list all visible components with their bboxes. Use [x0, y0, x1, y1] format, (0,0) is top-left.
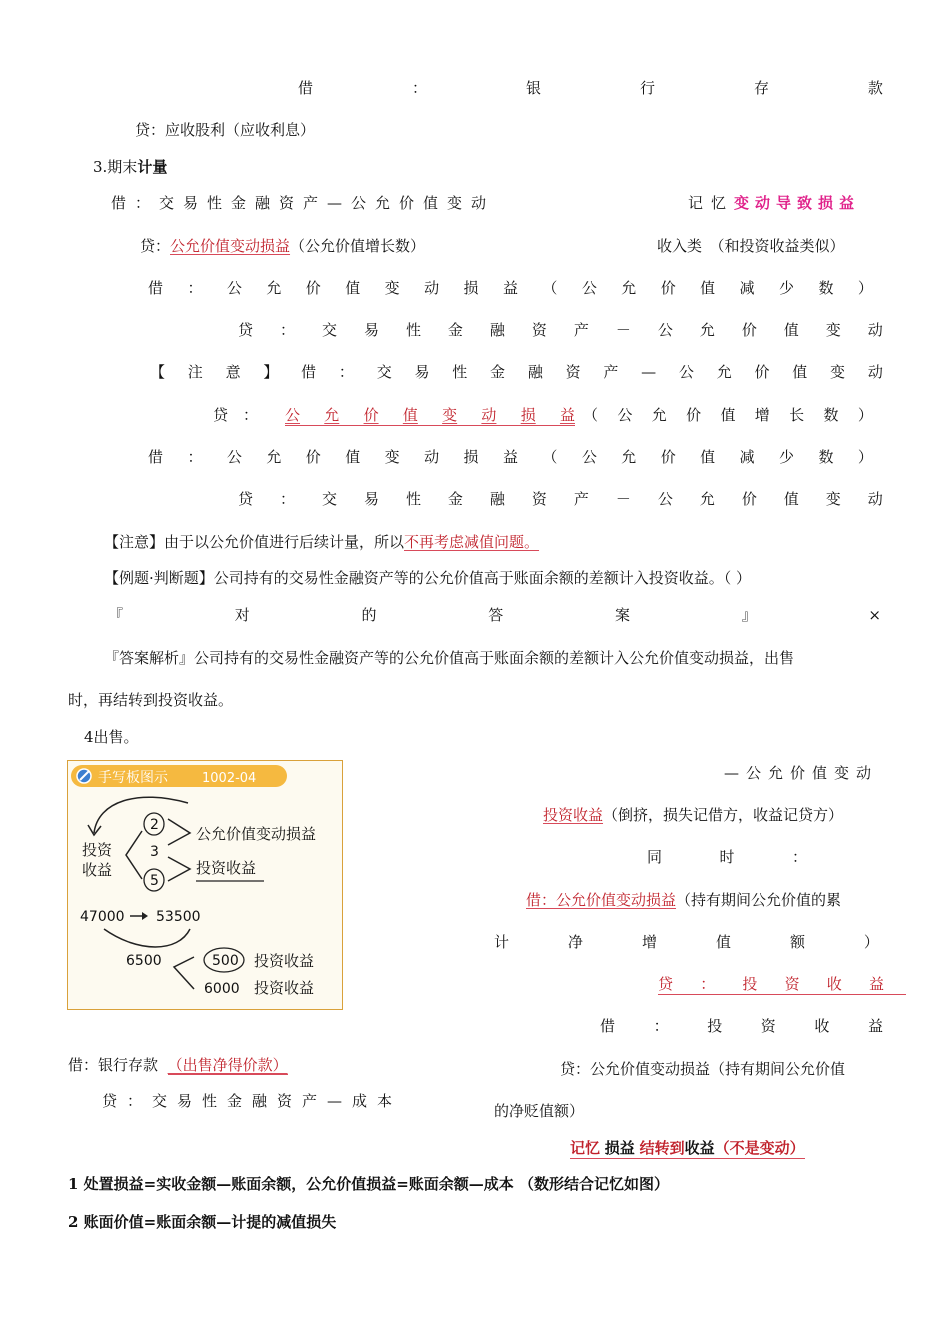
glyph: 意 — [225, 363, 241, 381]
glyph: ） — [857, 448, 873, 466]
right-fv-change: —公允价值变动 — [724, 764, 879, 782]
section-heading-sale: 4出售。 — [84, 728, 139, 746]
glyph: － — [615, 321, 631, 339]
handwriting-board — [67, 760, 343, 1010]
glyph: － — [615, 490, 631, 508]
glyph: （ — [542, 448, 558, 466]
glyph: 价 — [660, 279, 676, 297]
arc-arrow — [94, 797, 188, 833]
glyph: 贷 — [658, 975, 674, 993]
glyph: 投 — [707, 1017, 723, 1035]
glyph: 产 — [573, 490, 589, 508]
glyph: 值 — [345, 279, 361, 297]
glyph: 款 — [867, 79, 883, 97]
chevron-right-icon — [168, 819, 190, 845]
glyph: 交 — [376, 363, 392, 381]
glyph: 价 — [305, 448, 321, 466]
line-credit-dividend: 贷：应收股利（应收利息） — [135, 121, 316, 139]
right-credit-investment — [658, 974, 906, 995]
glyph: 允 — [621, 448, 637, 466]
glyph: 公 — [226, 448, 242, 466]
glyph: ： — [653, 1017, 669, 1035]
right-investment-income: 投资收益（倒挤，损失记借方，收益记贷方） — [543, 806, 844, 824]
glyph: 值 — [715, 933, 731, 951]
glyph: 贷 — [238, 321, 254, 339]
glyph: 』 — [741, 606, 757, 624]
glyph: 时 — [719, 848, 735, 866]
glyph: 值 — [720, 406, 736, 424]
glyph: 『 — [108, 606, 124, 624]
glyph: 减 — [739, 279, 755, 297]
glyph: 金 — [447, 321, 463, 339]
glyph: 行 — [639, 79, 655, 97]
glyph: 答 — [488, 606, 504, 624]
to-value: 53500 — [156, 909, 201, 925]
right-credit-fv: 贷：公允价值变动损益（持有期间公允价值 — [560, 1060, 846, 1078]
glyph: 允 — [266, 279, 282, 297]
glyph: 长 — [789, 406, 805, 424]
glyph: 动 — [867, 321, 883, 339]
glyph: 允 — [699, 321, 715, 339]
glyph: ： — [791, 848, 807, 866]
glyph: 动 — [867, 363, 883, 381]
glyph: 【 — [150, 363, 166, 381]
glyph: 同 — [647, 848, 663, 866]
glyph: 产 — [603, 363, 619, 381]
glyph: 变 — [384, 279, 400, 297]
glyph: ： — [411, 79, 427, 97]
glyph: 借 — [148, 279, 164, 297]
glyph: 产 — [573, 321, 589, 339]
glyph: 变 — [384, 448, 400, 466]
glyph: 净 — [567, 933, 583, 951]
diff-value: 6500 — [126, 953, 162, 969]
glyph: 金 — [490, 363, 506, 381]
glyph: 易 — [414, 363, 430, 381]
glyph: 少 — [779, 279, 795, 297]
glyph: 银 — [525, 79, 541, 97]
answer-explanation-2: 时，再结转到投资收益。 — [68, 691, 234, 709]
glyph: — — [641, 363, 657, 381]
glyph: 价 — [741, 321, 757, 339]
glyph: 变 — [825, 321, 841, 339]
glyph: 额 — [789, 933, 805, 951]
glyph: 损 — [520, 406, 536, 424]
line-note-debit — [150, 362, 883, 382]
glyph: 收 — [814, 1017, 830, 1035]
glyph: 的 — [361, 606, 377, 624]
bottom-arc — [104, 929, 190, 947]
line-credit-fv-change: 贷：公允价值变动损益（公允价值增长数） — [140, 237, 426, 255]
glyph: 公 — [285, 406, 301, 424]
glyph: 计 — [494, 933, 510, 951]
glyph: 变 — [825, 490, 841, 508]
glyph: 易 — [363, 490, 379, 508]
glyph: 价 — [686, 406, 702, 424]
glyph: 允 — [651, 406, 667, 424]
glyph: 注 — [187, 363, 203, 381]
glyph: 】 — [263, 363, 279, 381]
glyph: 易 — [363, 321, 379, 339]
glyph: 借 — [600, 1017, 616, 1035]
glyph: 数 — [818, 279, 834, 297]
right-net-increase — [494, 932, 879, 952]
glyph: 价 — [741, 490, 757, 508]
glyph: 公 — [581, 279, 597, 297]
glyph: 贷 — [238, 490, 254, 508]
glyph: 收 — [826, 975, 842, 993]
line-credit-trading-asset-2 — [238, 489, 883, 509]
glyph: ） — [857, 279, 873, 297]
glyph: 变 — [442, 406, 458, 424]
glyph: 资 — [565, 363, 581, 381]
board-title: 手写板图示 — [98, 770, 168, 786]
glyph: 值 — [792, 363, 808, 381]
glyph: 公 — [657, 490, 673, 508]
glyph: 价 — [754, 363, 770, 381]
num-two: 2 — [150, 817, 159, 833]
sale-credit-cost: 贷：交易性金融资产—成本 — [102, 1092, 403, 1110]
glyph: 借 — [301, 363, 317, 381]
glyph: 动 — [424, 448, 440, 466]
glyph: ： — [187, 448, 203, 466]
glyph: 公 — [617, 406, 633, 424]
glyph: 性 — [405, 490, 421, 508]
glyph: ： — [338, 363, 354, 381]
glyph: 动 — [424, 279, 440, 297]
glyph: 性 — [452, 363, 468, 381]
circle-value: 500 — [212, 953, 239, 969]
glyph: 数 — [818, 448, 834, 466]
bottom-value: 6000 — [204, 981, 240, 997]
glyph: 公 — [678, 363, 694, 381]
glyph: 价 — [363, 406, 379, 424]
from-value: 47000 — [80, 909, 125, 925]
memo-change-loss: 记忆变动导致损益 — [688, 194, 861, 212]
glyph: 数 — [823, 406, 839, 424]
glyph: 允 — [621, 279, 637, 297]
line-debit-fv-decrease — [148, 278, 873, 298]
glyph: 值 — [700, 448, 716, 466]
glyph: 借 — [298, 79, 314, 97]
board-code: 1002-04 — [202, 771, 257, 786]
glyph: 允 — [699, 490, 715, 508]
right-meanwhile — [647, 847, 807, 867]
glyph: 资 — [760, 1017, 776, 1035]
right-debit-fv: 借：公允价值变动损益（持有期间公允价值的累 — [526, 891, 842, 909]
glyph: 值 — [783, 321, 799, 339]
glyph: 允 — [716, 363, 732, 381]
glyph: ） — [857, 406, 873, 424]
line-credit-trading-asset — [238, 320, 883, 340]
glyph: 值 — [402, 406, 418, 424]
num-three: 3 — [150, 844, 159, 860]
line-debit-bank — [298, 78, 883, 98]
glyph: 价 — [305, 279, 321, 297]
right-debit-investment — [600, 1016, 883, 1036]
glyph: ） — [863, 933, 879, 951]
glyph: 益 — [502, 279, 518, 297]
glyph: 对 — [234, 606, 250, 624]
left-label-1: 投资 — [82, 841, 113, 859]
glyph: 允 — [266, 448, 282, 466]
line-debit-fv-decrease-2 — [148, 447, 873, 467]
glyph: 存 — [753, 79, 769, 97]
glyph: ： — [187, 279, 203, 297]
glyph: ： — [242, 406, 258, 424]
glyph: 交 — [321, 321, 337, 339]
circle-label: 投资收益 — [254, 952, 315, 970]
section-heading-period-end: 3.期末计量 — [93, 158, 168, 176]
num-five: 5 — [150, 873, 159, 889]
glyph: 融 — [489, 490, 505, 508]
glyph: 案 — [614, 606, 630, 624]
example-question: 【例题·判断题】公司持有的交易性金融资产等的公允价值高于账面余额的差额计入投资收益。（ ） — [104, 569, 752, 587]
glyph: 公 — [581, 448, 597, 466]
glyph: 借 — [148, 448, 164, 466]
glyph: 值 — [345, 448, 361, 466]
glyph: （ — [542, 279, 558, 297]
glyph: 资 — [784, 975, 800, 993]
glyph: 变 — [830, 363, 846, 381]
lower-brace — [174, 957, 194, 989]
glyph: 融 — [489, 321, 505, 339]
glyph: 益 — [867, 1017, 883, 1035]
glyph: 益 — [868, 975, 884, 993]
glyph: 资 — [531, 321, 547, 339]
top-label: 公允价值变动损益 — [196, 825, 317, 843]
note-no-impairment: 【注意】由于以公允价值进行后续计量，所以不再考虑减值问题。 — [104, 533, 540, 551]
glyph: 值 — [700, 279, 716, 297]
formula-book-value: 2 账面价值=账面余额—计提的减值损失 — [68, 1213, 337, 1231]
glyph: ： — [279, 490, 295, 508]
note-income-class: 收入类 （和投资收益类似） — [657, 237, 845, 255]
glyph: 价 — [660, 448, 676, 466]
formula-disposal: 1 处置损益=实收金额—账面余额，公允价值损益=账面余额—成本 （数形结合记忆如图） — [68, 1175, 670, 1193]
correct-answer-line — [108, 605, 881, 625]
glyph: ： — [700, 975, 716, 993]
glyph: 贷 — [213, 406, 229, 424]
glyph: 公 — [226, 279, 242, 297]
sale-debit-bank: 借：银行存款 （出售净得价款） — [68, 1056, 288, 1074]
glyph: 增 — [641, 933, 657, 951]
left-label-2: 收益 — [82, 861, 113, 879]
glyph: 益 — [559, 406, 575, 424]
glyph: 性 — [405, 321, 421, 339]
board-diagram — [68, 761, 342, 1009]
glyph: 损 — [463, 448, 479, 466]
glyph: 减 — [739, 448, 755, 466]
chevron-right-icon-2 — [168, 857, 190, 881]
bottom-label: 投资收益 — [254, 979, 315, 997]
glyph: 投 — [742, 975, 758, 993]
glyph: 金 — [447, 490, 463, 508]
left-brace — [126, 831, 142, 879]
glyph: 允 — [324, 406, 340, 424]
glyph: 益 — [502, 448, 518, 466]
glyph: 增 — [754, 406, 770, 424]
glyph: 融 — [527, 363, 543, 381]
glyph: 资 — [531, 490, 547, 508]
glyph: （ — [583, 406, 599, 424]
right-net-decrease: 的净贬值额） — [494, 1102, 585, 1120]
glyph: 值 — [783, 490, 799, 508]
glyph: 动 — [481, 406, 497, 424]
glyph: 公 — [657, 321, 673, 339]
glyph: 少 — [779, 448, 795, 466]
glyph: 动 — [867, 490, 883, 508]
arrow-right-icon — [142, 912, 148, 920]
glyph: ： — [279, 321, 295, 339]
glyph: 交 — [321, 490, 337, 508]
glyph: 损 — [463, 279, 479, 297]
glyph: × — [868, 606, 881, 624]
line-debit-trading-asset: 借：交易性金融资产—公允价值变动 — [111, 194, 496, 212]
answer-explanation-1: 『答案解析』公司持有的交易性金融资产等的公允价值高于账面余额的差额计入公允价值变动损益，出售 — [104, 649, 795, 667]
memo-transfer: 记忆 损益 结转到收益（不是变动） — [570, 1139, 805, 1157]
mid-label: 投资收益 — [196, 859, 257, 877]
